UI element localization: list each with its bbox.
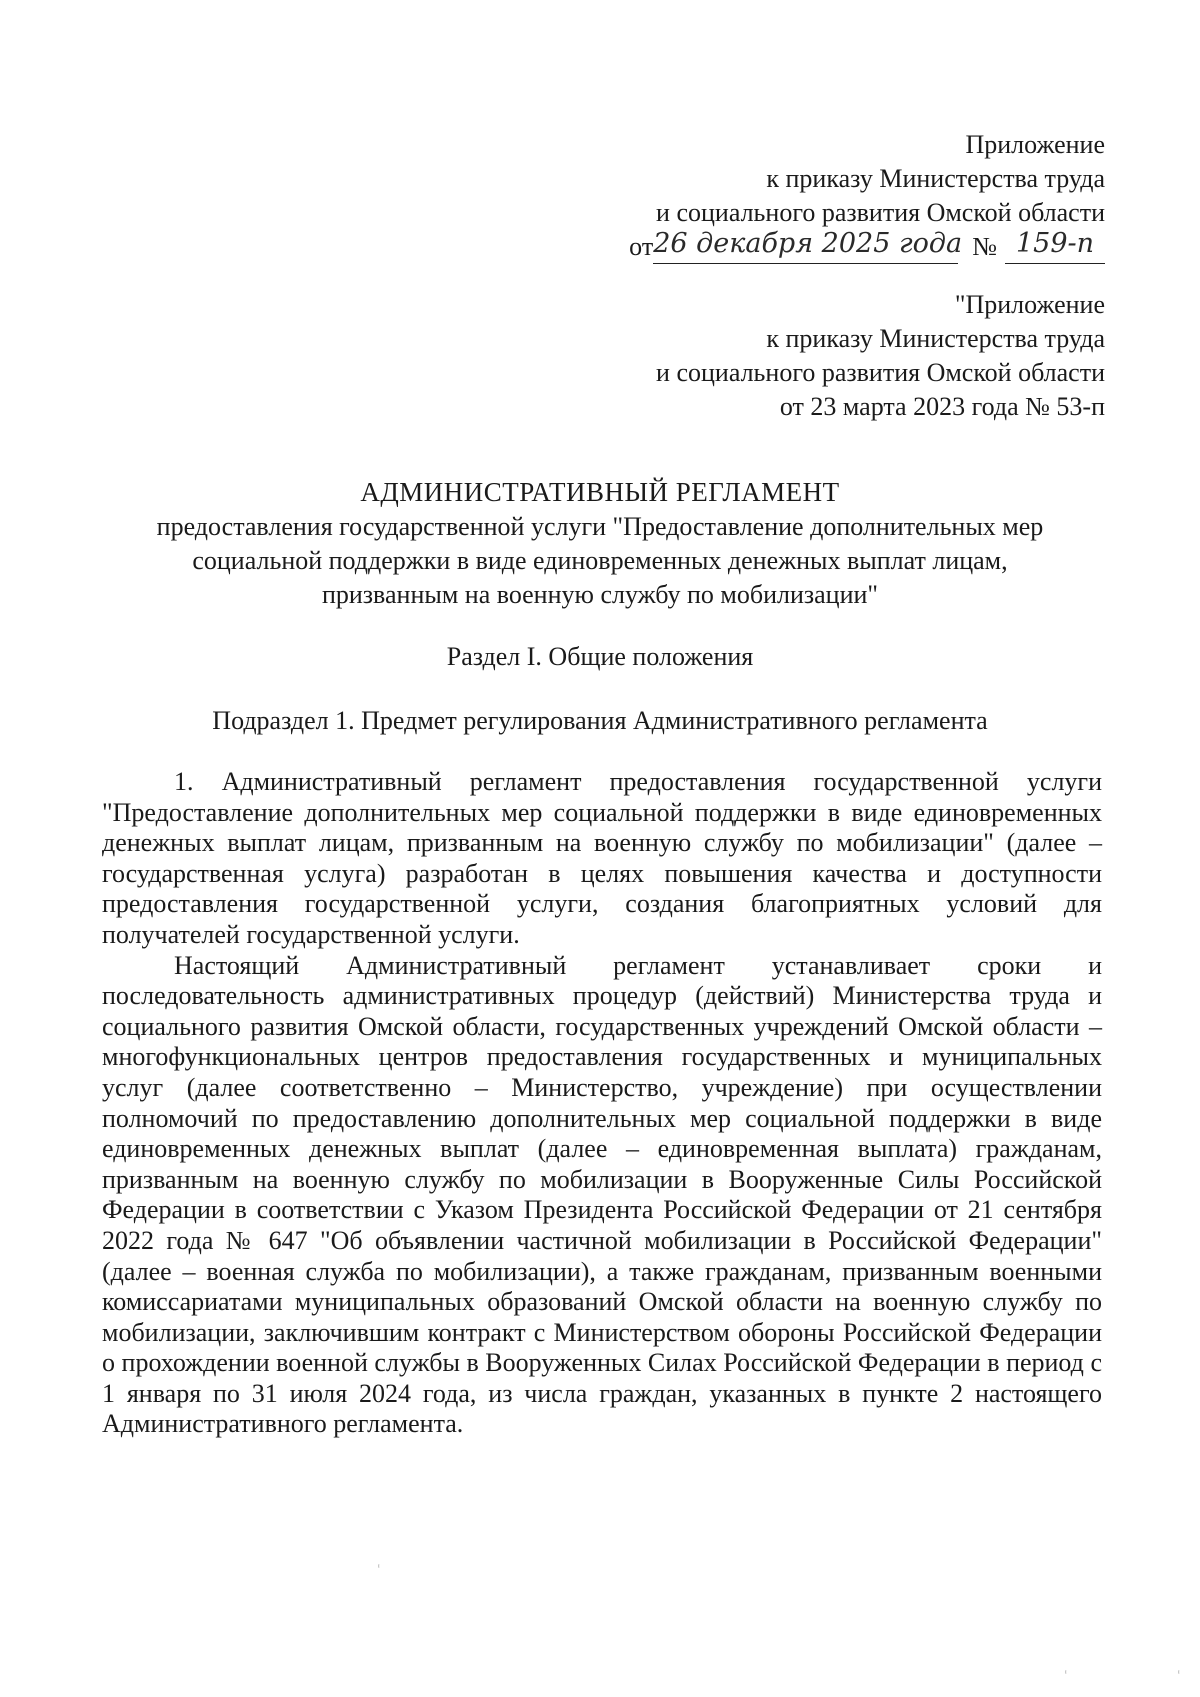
approval-line-2: к приказу Министерства труда: [766, 164, 1105, 193]
number-sign: №: [972, 232, 997, 261]
approval-header: [629, 128, 1105, 264]
scan-speck: ᶦ: [378, 1562, 380, 1573]
date-fill-line: [653, 228, 963, 264]
subsection-title: Подраздел 1. Предмет регулирования Административного регламента: [212, 706, 988, 735]
handwritten-number: 159-п: [1015, 228, 1095, 259]
base-document-header: [656, 288, 1105, 424]
document-subtitle-line-2: социальной поддержки в виде единовременных денежных выплат лицам,: [192, 546, 1008, 575]
scan-speck: ᶦ: [1065, 1668, 1067, 1679]
approval-date-number-line: [629, 230, 1105, 264]
base-line-1: "Приложение: [954, 290, 1105, 319]
document-subtitle-line-3: призванным на военную службу по мобилизации": [321, 580, 879, 609]
section-title: Раздел I. Общие положения: [446, 642, 754, 671]
number-fill-line: [1005, 228, 1105, 264]
base-line-4: от 23 марта 2023 года № 53-п: [779, 392, 1105, 421]
paragraph-1: 1. Административный регламент предоставления государственной услуги "Предоставление дополнительных мер социальной поддержки в виде единовременных денежных выплат лицам, призванным на военную службу по мобилизации" (далее – государственная услуга) разработан в целях повышения качества и доступности предоставления государственной услуги, создания благоприятных условий для получателей государственной услуги.: [102, 767, 1102, 949]
date-prefix: от: [629, 232, 654, 261]
handwritten-date: 26 декабря 2025 года: [653, 228, 963, 259]
document-subtitle-line-1: предоставления государственной услуги "Предоставление дополнительных мер: [156, 512, 1044, 541]
body-text: [102, 767, 1102, 1440]
scan-speck: ᶦ: [1178, 1668, 1180, 1679]
paragraph-2: Настоящий Административный регламент устанавливает сроки и последовательность административных процедур (действий) Министерства труда и социального развития Омской области, государственных учреждений Омской области – многофункциональных центров предоставления государственных и муниципальных услуг (далее соответственно – Министерство, учреждение) при осуществлении полномочий по предоставлению дополнительных мер социальной поддержки в виде единовременных денежных выплат (далее – единовременная выплата) гражданам, призванным на военную службу по мобилизации в Вооруженные Силы Российской Федерации в соответствии с Указом Президента Российской Федерации от 21 сентября 2022 года № 647 "Об объявлении частичной мобилизации в Российской Федерации" (далее – военная служба по мобилизации), а также гражданам, призванным военными комиссариатами муниципальных образований Омской области на военную службу по мобилизации, заключившим контракт с Министерством обороны Российской Федерации о прохождении военной службы в Вооруженных Силах Российской Федерации в период с 1 января по 31 июля 2024 года, из числа граждан, указанных в пункте 2 настоящего Административного регламента.: [102, 950, 1102, 1439]
approval-line-1: Приложение: [965, 130, 1105, 159]
document-title: АДМИНИСТРАТИВНЫЙ РЕГЛАМЕНТ: [360, 477, 840, 507]
base-line-3: и социального развития Омской области: [656, 358, 1105, 387]
approval-line-3: и социального развития Омской области: [656, 198, 1105, 227]
base-line-2: к приказу Министерства труда: [766, 324, 1105, 353]
title-block: [0, 474, 1200, 612]
